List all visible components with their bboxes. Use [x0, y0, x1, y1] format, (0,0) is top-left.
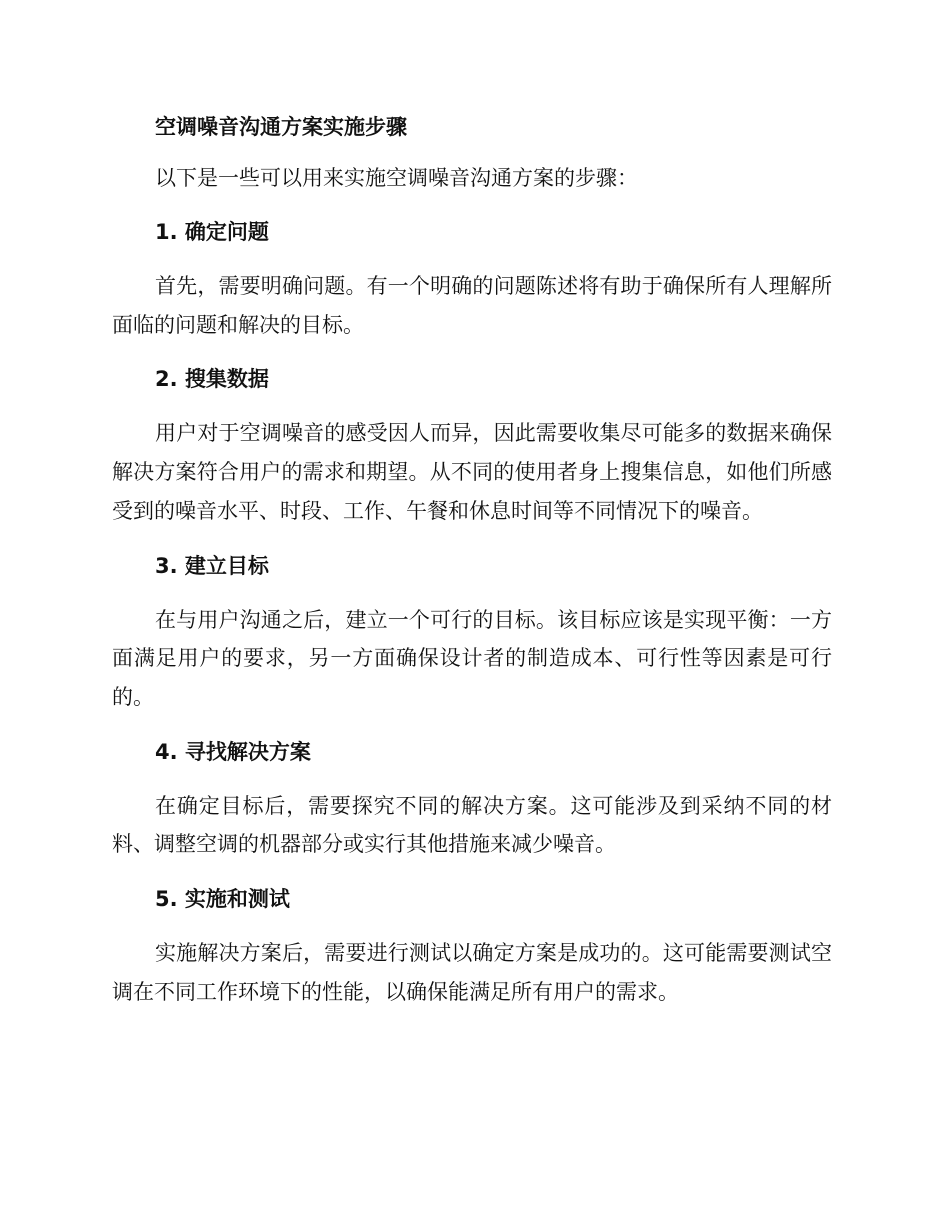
section-heading-2: 2. 搜集数据: [155, 367, 269, 392]
intro-paragraph: 以下是一些可以用来实施空调噪音沟通方案的步骤：: [155, 166, 638, 190]
section-heading-3: 3. 建立目标: [155, 553, 269, 578]
section-body-2: 用户对于空调噪音的感受因人而异，因此需要收集尽可能多的数据来确保解决方案符合用户的需求和期望。从不同的使用者身上搜集信息，如他们所感受到的噪音水平、时段、工作、午餐和休息时间等不同情况下的噪音。: [112, 421, 832, 523]
section-heading-4: 4. 寻找解决方案: [155, 739, 311, 764]
section-body-3: 在与用户沟通之后，建立一个可行的目标。该目标应该是实现平衡：一方面满足用户的要求，另一方面确保设计者的制造成本、可行性等因素是可行的。: [112, 607, 832, 709]
section-heading-5: 5. 实施和测试: [155, 887, 290, 912]
document-title: 空调噪音沟通方案实施步骤: [155, 115, 407, 139]
section-body-4: 在确定目标后，需要探究不同的解决方案。这可能涉及到采纳不同的材料、调整空调的机器部分或实行其他措施来减少噪音。: [112, 793, 832, 857]
section-heading-1: 1. 确定问题: [155, 220, 269, 244]
section-body-1: 首先，需要明确问题。有一个明确的问题陈述将有助于确保所有人理解所面临的问题和解决的目标。: [112, 274, 832, 337]
document-content: [112, 110, 832, 1011]
section-body-5: 实施解决方案后，需要进行测试以确定方案是成功的。这可能需要测试空调在不同工作环境下的性能，以确保能满足所有用户的需求。: [112, 941, 832, 1004]
